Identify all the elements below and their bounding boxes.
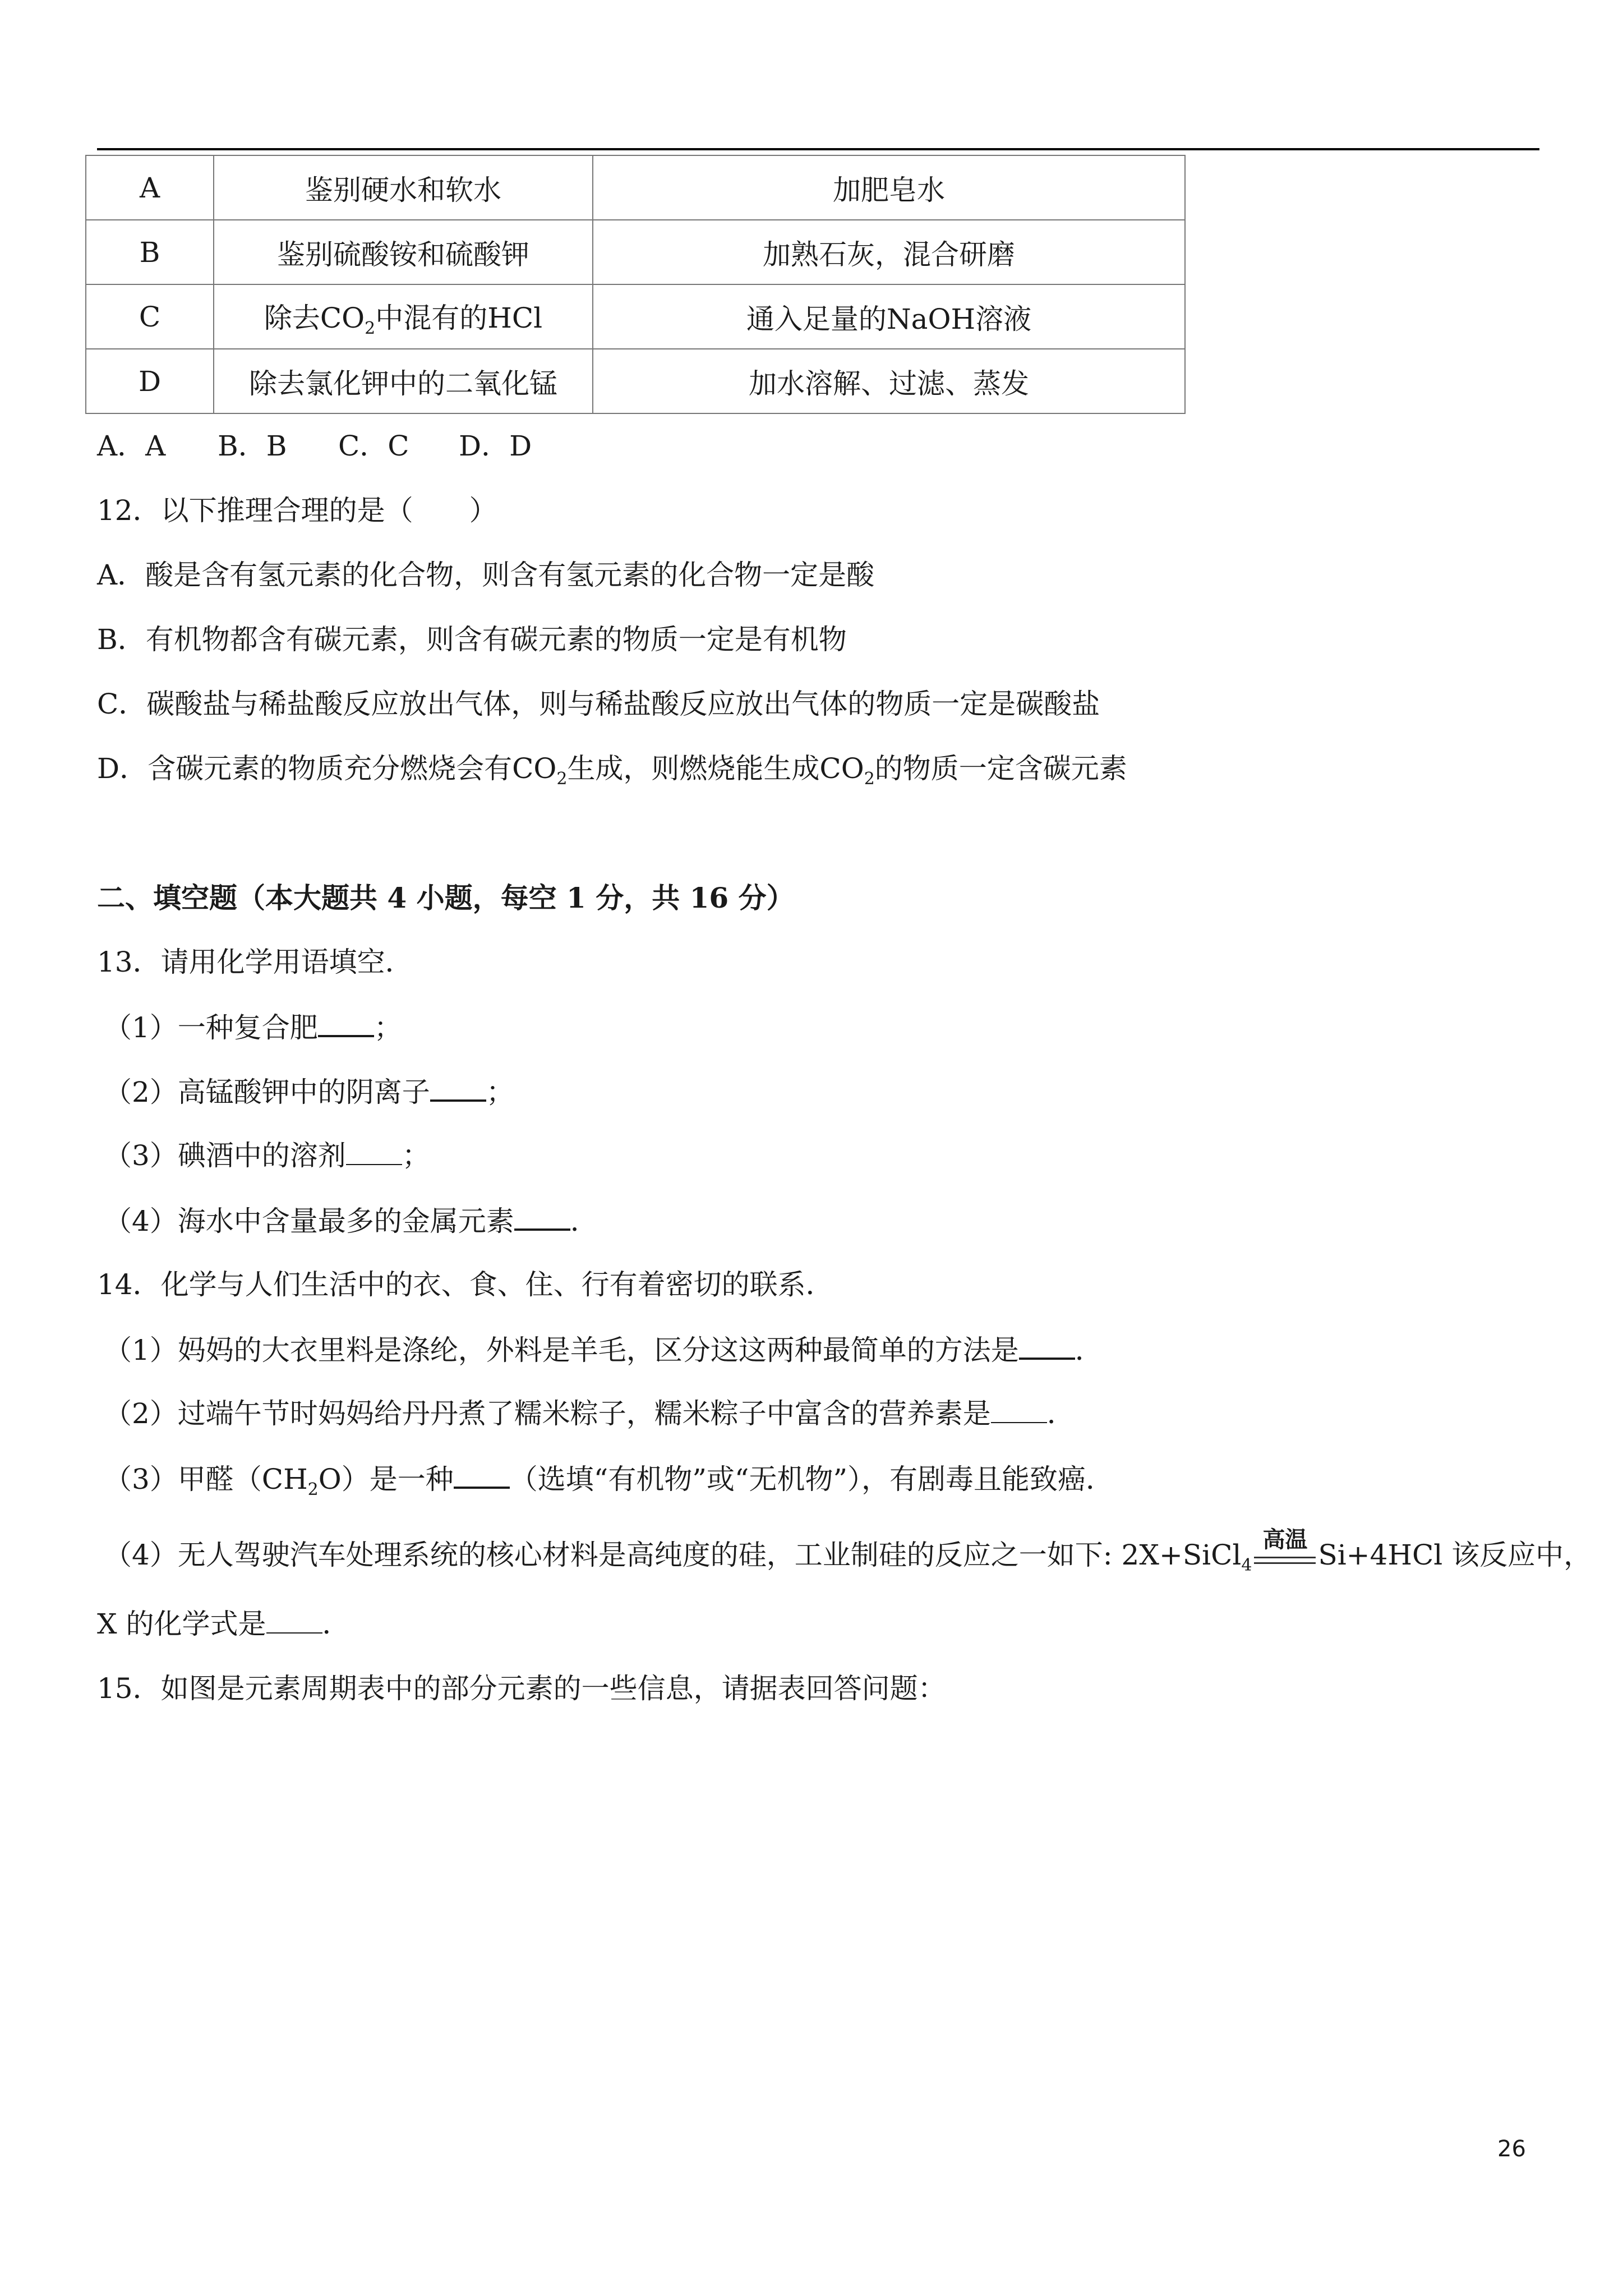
table-row xyxy=(86,349,1185,413)
purpose-cell: 鉴别硬水和软水 xyxy=(214,155,593,220)
page-number: 26 xyxy=(1497,2136,1526,2162)
q12-option-a: A．酸是含有氢元素的化合物，则含有氢元素的化合物一定是酸 xyxy=(97,559,875,591)
answer-blank xyxy=(991,1400,1047,1423)
table-row xyxy=(86,284,1185,349)
q13-item-4: （4）海水中含量最多的金属元素 ． xyxy=(104,1205,598,1237)
method-cell: 加水溶解、过滤、蒸发 xyxy=(593,349,1185,413)
purpose-cell: 除去氯化钾中的二氧化锰 xyxy=(214,349,593,413)
option-letter: B xyxy=(86,220,214,284)
q12-stem: 12．以下推理合理的是（ ） xyxy=(97,494,497,527)
header-rule xyxy=(97,148,1539,150)
equal-sign-line xyxy=(1254,1557,1316,1558)
answer-blank xyxy=(514,1206,570,1231)
table-row xyxy=(86,220,1185,284)
section-heading: 二、填空题（本大题共 4 小题，每空 1 分，共 16 分） xyxy=(97,881,795,914)
option-letter: D xyxy=(86,349,214,413)
q13-item-3: （3）碘酒中的溶剂 ； xyxy=(104,1139,430,1172)
method-cell: 通入足量的NaOH溶液 xyxy=(593,284,1185,349)
choice-d: D．D xyxy=(459,430,532,462)
q12-option-b: B．有机物都含有碳元素，则含有碳元素的物质一定是有机物 xyxy=(97,623,847,656)
reaction-condition: 高温 xyxy=(1254,1534,1316,1568)
answer-blank xyxy=(346,1142,402,1165)
option-letter: A xyxy=(86,155,214,220)
q14-item-2: （2）过端午节时妈妈给丹丹煮了糯米粽子，糯米粽子中富含的营养素是 ． xyxy=(104,1397,1075,1430)
q14-item-3: （3）甲醛$(CH_2O)$是一种 （选填“有机物”或“无机物”），有剧毒且能致癌． xyxy=(104,1463,1114,1499)
q13-stem: 13．请用化学用语填空． xyxy=(97,946,413,978)
method-cell: 加肥皂水 xyxy=(593,155,1185,220)
choice-c: C．C xyxy=(338,430,409,462)
equal-sign-line xyxy=(1254,1562,1316,1564)
answer-blank xyxy=(1019,1335,1075,1360)
choice-a: A．A xyxy=(97,430,166,462)
q13-item-2: （2）高锰酸钾中的阴离子 ； xyxy=(104,1076,514,1108)
answer-blank xyxy=(454,1464,510,1489)
q11-choices xyxy=(97,432,579,460)
purpose-cell: 鉴别硫酸铵和硫酸钾 xyxy=(214,220,593,284)
choice-b: B．B xyxy=(218,430,287,462)
q12-option-c: C．碳酸盐与稀盐酸反应放出气体，则与稀盐酸反应放出气体的物质一定是碳酸盐 xyxy=(97,688,1100,720)
answer-blank xyxy=(318,1013,374,1037)
q15-stem: 15．如图是元素周期表中的部分元素的一些信息，请据表回答问题： xyxy=(97,1672,946,1705)
q12-option-d: D．含碳元素的物质充分燃烧会有$CO_2$生成，则燃烧能生成$CO_2$的物质一定含碳元素 xyxy=(97,752,1127,789)
table-row xyxy=(86,155,1185,220)
method-cell: 加熟石灰，混合研磨 xyxy=(593,220,1185,284)
option-letter: C xyxy=(86,284,214,349)
options-table xyxy=(85,155,1186,414)
purpose-cell: 除去$CO_2$中混有的HCl xyxy=(214,284,593,349)
answer-blank xyxy=(430,1077,486,1102)
q14-item-4: （4）无人驾驶汽车处理系统的核心材料是高纯度的硅，工业制硅的反应之一如下: 2X+SiCl$_4$ 高温 Si+4HCl 该反应中， xyxy=(104,1526,1592,1575)
q14-item-1: （1）妈妈的大衣里料是涤纶，外料是羊毛，区分这这两种最简单的方法是 ． xyxy=(104,1334,1103,1366)
q13-item-1: （1）一种复合肥 ； xyxy=(104,1011,402,1044)
answer-blank xyxy=(266,1610,322,1634)
q14-item-4-cont: X 的化学式是 ． xyxy=(97,1608,351,1640)
q14-stem: 14．化学与人们生活中的衣、食、住、行有着密切的联系． xyxy=(97,1268,834,1301)
